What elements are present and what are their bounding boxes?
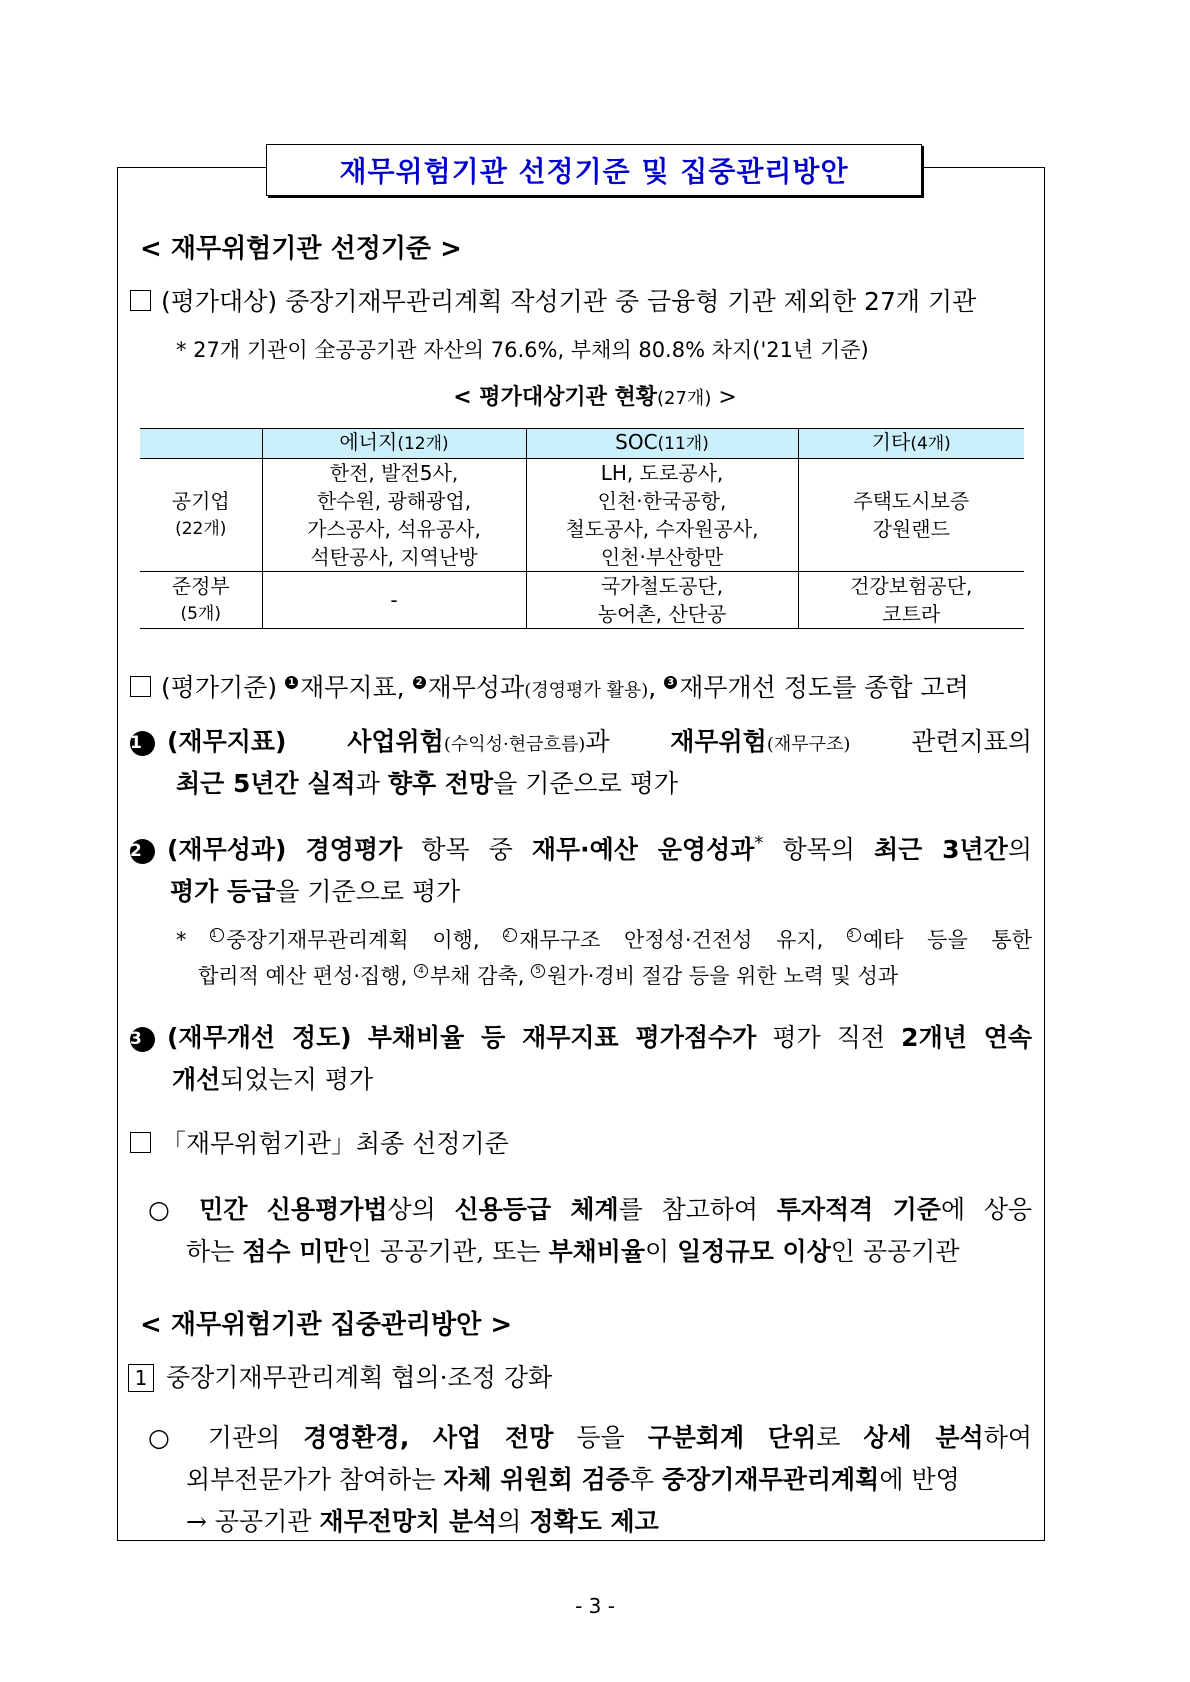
circled-number-icon: 3 [664,676,677,689]
row-label-cell: 공기업 (22개) [140,459,262,572]
circled-number-icon: 4 [414,964,428,978]
eval-criteria: (평가기준) 1 재무지표, 2 재무성과(경영평가 활용), 3 재무개선 정도를 종합 고려 [130,668,969,704]
etc-cell: 주택도시보증 강원랜드 [798,459,1024,572]
table-row-public-enterprise [140,459,1024,572]
criteria-item-2-note-line2: 합리적 예산 편성·집행, 4 부채 감축, 5 원가·경비 절감 등을 위한 노력 및 성과 [198,964,899,988]
checkbox-square-icon [130,676,151,697]
soc-cell: LH, 도로공사, 인천·한국공항, 철도공사, 수자원공사, 인천·부산항만 [526,459,798,572]
management-bullet-line3: → 공공기관 재무전망치 분석의 정확도 제고 [186,1507,659,1536]
checkbox-square-icon [130,290,151,311]
circled-number-icon: 2 [413,676,426,689]
soc-cell: 국가철도공단, 농어촌, 산단공 [526,572,798,629]
eval-target-lead: (평가대상) [161,287,278,316]
page-number: - 3 - [575,1594,615,1618]
circled-number-icon: 1 [130,731,155,756]
eval-target [130,282,976,318]
management-bullet-line2: 외부전문가가 참여하는 자체 위원회 검증후 중장기재무관리계획에 반영 [186,1465,960,1494]
management-item-1: 1 중장기재무관리계획 협의·조정 강화 [128,1358,552,1394]
criteria-item-2-line2: 평가 등급을 기준으로 평가 [170,877,461,906]
table-header-row [140,429,1024,459]
criteria-item-2: 2 (재무성과) 경영평가 항목 중 재무·예산 운영성과* 항목의 최근 3년간의 [130,832,1032,864]
header-empty-cell [140,429,262,459]
section-heading-management: < 재무위험기관 집중관리방안 > [140,1310,513,1340]
circled-number-icon: 3 [847,928,861,942]
bullet-circle-icon: ○ [148,1423,185,1452]
circled-number-icon: 1 [285,676,298,689]
management-bullet: ○ 기관의 경영환경, 사업 전망 등을 구분회계 단위로 상세 분석하여 [148,1423,1032,1452]
target-institutions-table [140,428,1024,629]
criteria-item-3: 3 (재무개선 정도) 부채비율 등 재무지표 평가점수가 평가 직전 2개년 연속 [130,1023,1033,1052]
page-title: 재무위험기관 선정기준 및 집중관리방안 [339,155,849,188]
table-caption-end: > [718,385,737,410]
eval-target-text: 중장기재무관리계획 작성기관 중 금융형 기관 제외한 27개 기관 [285,287,977,316]
section-heading-criteria: < 재무위험기관 선정기준 > [140,234,462,264]
criteria-item-1-line2: 최근 5년간 실적과 향후 전망을 기준으로 평가 [176,769,679,798]
final-criteria-bullet: ○ 민간 신용평가법상의 신용등급 체계를 참고하여 투자적격 기준에 상응 [148,1195,1032,1224]
circled-number-icon: 3 [130,1027,155,1052]
criteria-item-1: 1 (재무지표) 사업위험(수익성·현금흐름)과 재무위험(재무구조) 관련지표의 [130,727,1032,756]
energy-cell: - [262,572,526,629]
checkbox-square-icon [130,1132,151,1153]
header-soc: SOC(11개) [526,429,798,459]
table-caption-main: < 평가대상기관 현황 [453,385,657,410]
boxed-number-icon: 1 [128,1364,154,1392]
eval-target-note: * 27개 기관이 全공공기관 자산의 76.6%, 부채의 80.8% 차지('21년 기준) [176,338,869,362]
criteria-item-2-note: * 1 중장기재무관리계획 이행, 2 재무구조 안정성·건전성 유지, 3 예타 등을 통한 [176,928,1032,952]
circled-number-icon: 1 [210,928,224,942]
final-criteria-heading: 「재무위험기관」최종 선정기준 [130,1124,509,1160]
etc-cell: 건강보험공단, 코트라 [798,572,1024,629]
header-energy: 에너지(12개) [262,429,526,459]
bullet-circle-icon: ○ [148,1195,181,1224]
table-row-quasi-government [140,572,1024,629]
circled-number-icon: 5 [531,964,545,978]
table-caption-count: (27개) [657,388,712,409]
table-caption [0,380,1190,411]
circled-number-icon: 2 [503,928,517,942]
energy-cell: 한전, 발전5사, 한수원, 광해광업, 가스공사, 석유공사, 석탄공사, 지역난방 [262,459,526,572]
criteria-item-3-line2: 개선되었는지 평가 [172,1065,374,1094]
header-etc: 기타(4개) [798,429,1024,459]
title-box [266,144,922,196]
circled-number-icon: 2 [130,839,155,864]
final-criteria-bullet-line2: 하는 점수 미만인 공공기관, 또는 부채비율이 일정규모 이상인 공공기관 [186,1237,960,1266]
row-label-cell: 준정부 (5개) [140,572,262,629]
